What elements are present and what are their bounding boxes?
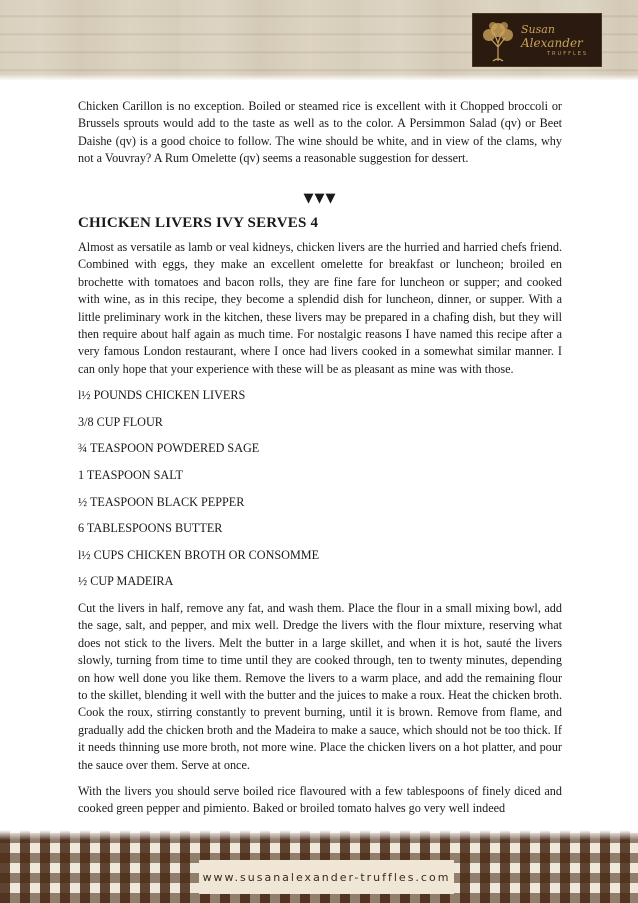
ingredient-item: l½ POUNDS CHICKEN LIVERS	[78, 388, 246, 403]
recipe-title: CHICKEN LIVERS IVY SERVES 4	[78, 215, 319, 231]
website-link[interactable]: www.susanalexander-truffles.com	[199, 860, 454, 894]
ingredient-item: 6 TABLESPOONS BUTTER	[78, 521, 223, 536]
ingredient-item: 3/8 CUP FLOUR	[78, 414, 163, 429]
ingredient-item: ½ CUP MADEIRA	[78, 574, 174, 589]
logo-tagline: TRUFFLES	[547, 50, 589, 57]
intro-paragraph: Chicken Carillon is no exception. Boiled or steamed rice is excellent with it Chopped broccoli or Brussels sprouts would add to the taste as well as to the color. A Persimmon Salad (qv) or Beet Daishe (qv) is a good choice to follow. The wine should be white, and in view of the clams, why not a Vouvray? A Rum Omelette (qv) seems a reasonable suggestion for dessert.	[78, 99, 562, 166]
logo-wordmark	[521, 24, 588, 57]
header-wood-band	[0, 0, 638, 80]
section-divider: ▼▼▼	[303, 191, 337, 206]
ingredient-list	[78, 387, 562, 591]
ingredient-item: ½ TEASPOON BLACK PEPPER	[78, 494, 245, 509]
page-content	[78, 98, 562, 818]
recipe-description: Almost as versatile as lamb or veal kidneys, chicken livers are the hurried and harried chefs friend. Combined with eggs, they make an excellent omelette for breakfast or luncheon; broiled en brochette with tomatoes and bacon rolls, they are fine fare for luncheon or supper; and cooked with wine, as in this recipe, they become a splendid dish for luncheon, dinner, or supper. With a little preliminary work in the kitchen, these livers may be prepared in a chafing dish, but they will then require about half again as much time. For nostalgic reasons I have named this recipe after a very famous London restaurant, where I once had livers cooked in a somewhat similar manner. I can only hope that your experience with these will be as pleasant as mine was with those.	[78, 240, 562, 376]
logo-name-first: Susan	[521, 22, 555, 36]
ingredient-item: ¾ TEASPOON POWDERED SAGE	[78, 441, 260, 456]
serving-note: With the livers you should serve boiled rice flavoured with a few tablespoons of finely diced and cooked green pepper and pimiento. Baked or broiled tomato halves go very well indeed	[78, 784, 562, 816]
logo-name-last: Alexander	[521, 35, 583, 50]
recipe-method: Cut the livers in half, remove any fat, and wash them. Place the flour in a small mixing bowl, add the sage, salt, and pepper, and mix well. Dredge the livers with the flour mixture, reserving what does not stick to the livers. Melt the butter in a large skillet, and when it is hot, sauté the livers slowly, turning from time to time until they are cooked through, ten to twenty minutes, depending on how well done you like them. Remove the livers to a warm place, and add the remaining flour to the skillet, blending it well with the butter and the juices to make a roux. Heat the chicken broth. Cook the roux, stirring constantly to prevent burning, until it is brown. Remove from flame, and gradually add the chicken broth and the Madeira to make a sauce, which should not be too thick. If it needs thinning use more broth, not more wine. Place the chicken livers on a hot platter, and pour the sauce over them. Serve at once.	[78, 601, 562, 772]
brand-logo[interactable]	[472, 13, 602, 67]
tree-icon	[477, 17, 519, 63]
ingredient-item: l½ CUPS CHICKEN BROTH OR CONSOMME	[78, 547, 320, 562]
ingredient-item: 1 TEASPOON SALT	[78, 468, 183, 483]
